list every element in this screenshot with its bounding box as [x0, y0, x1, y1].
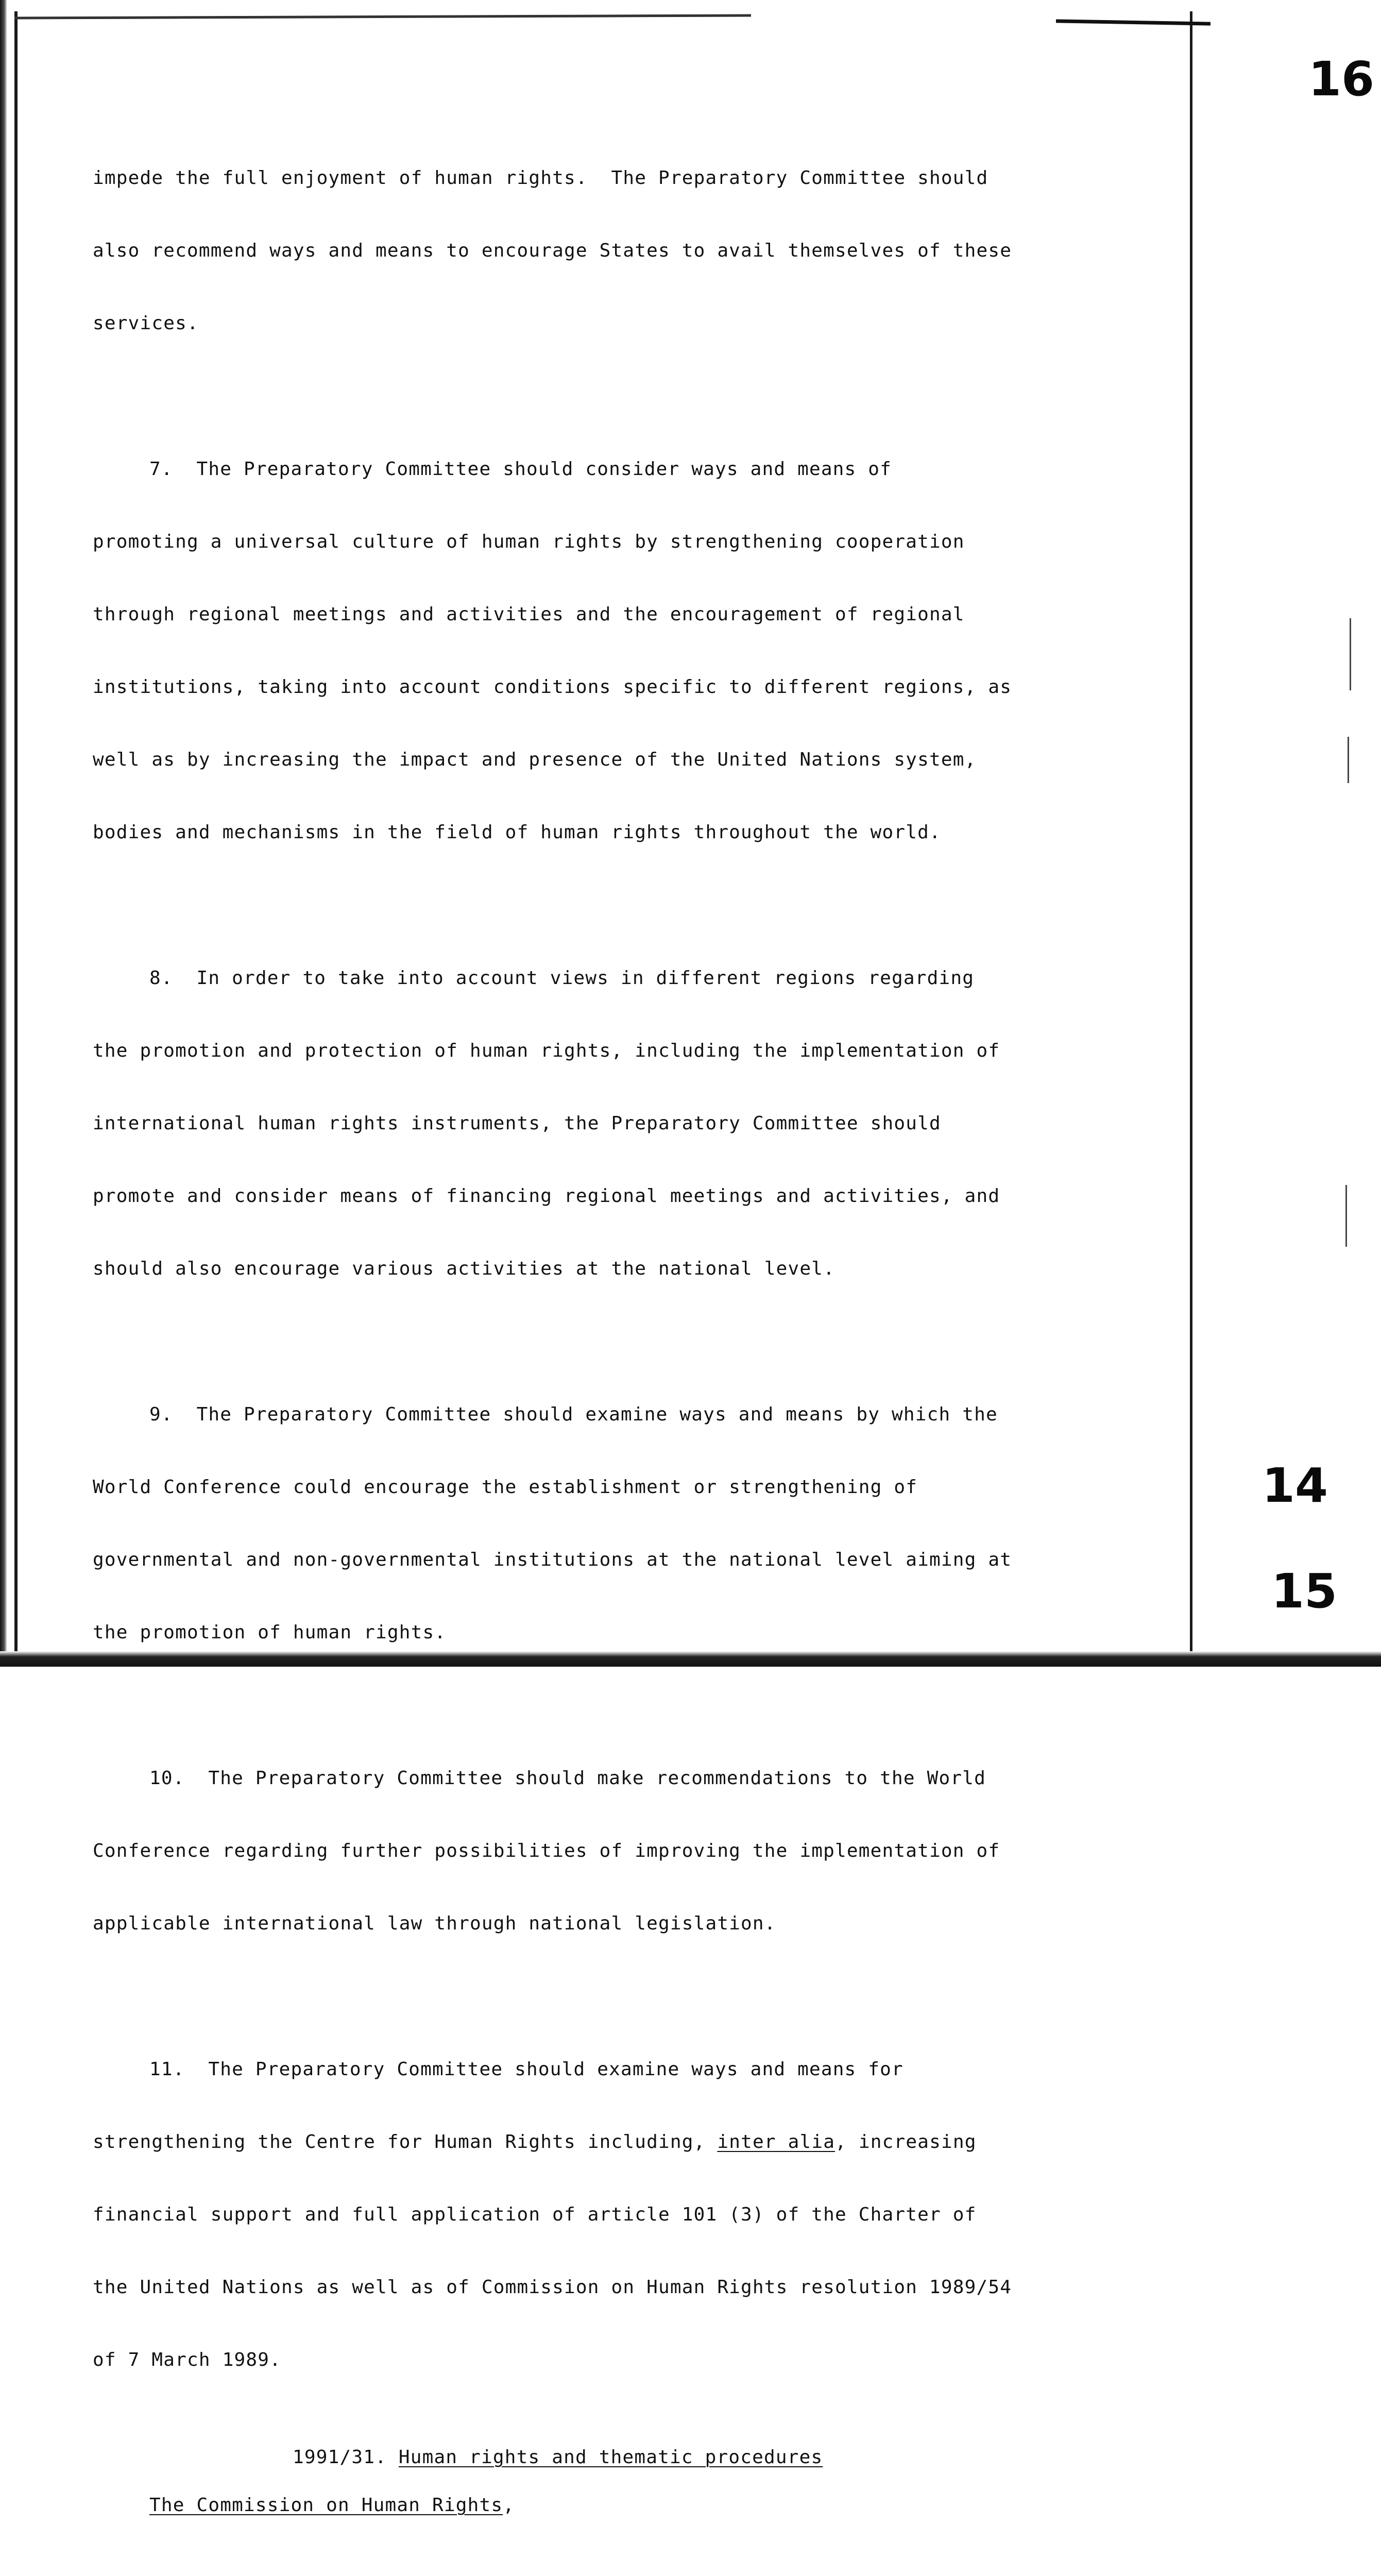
- text-line: promoting a universal culture of human rights by strengthening cooperation: [93, 531, 965, 552]
- edge-artifact: [1348, 737, 1349, 783]
- text-line: institutions, taking into account conditions specific to different regions, as: [93, 676, 1012, 698]
- text-line: should also encourage various activities at the national level.: [93, 1258, 836, 1279]
- resolution-heading: [293, 2445, 1123, 2469]
- text-line: international human rights instruments, the Preparatory Committee should: [93, 1113, 941, 1134]
- page-number-top: 16: [1308, 52, 1375, 107]
- text-line: World Conference could encourage the establishment or strengthening of: [93, 1477, 918, 1498]
- text-line: well as by increasing the impact and presence of the United Nations system,: [93, 749, 977, 770]
- paragraph-number: 11.: [149, 2059, 185, 2080]
- text-line: the United Nations as well as of Commission on Human Rights resolution 1989/54: [93, 2277, 1012, 2298]
- text-line: [93, 2057, 1123, 2081]
- text-line: the promotion of human rights.: [93, 1622, 447, 1643]
- edge-artifact: [1350, 618, 1351, 690]
- text-line: [93, 1766, 1123, 1790]
- paragraph-number: 9.: [149, 1404, 173, 1425]
- text-line: impede the full enjoyment of human rights. The Preparatory Committee should: [93, 167, 988, 189]
- text-line: [93, 457, 1123, 481]
- text-line: [93, 1402, 1123, 1427]
- paragraph-7: [93, 409, 1123, 893]
- text-line: of 7 March 1989.: [93, 2349, 281, 2370]
- text-segment: The Preparatory Committee should examine ways and means for: [208, 2059, 903, 2080]
- scan-edge-left: [0, 0, 7, 1667]
- paragraph-11: [93, 2009, 1123, 2420]
- text-line: [93, 2130, 1123, 2154]
- punctuation: ,: [503, 2495, 515, 2516]
- text-line: applicable international law through national legislation.: [93, 1913, 776, 1934]
- preamble-considering: [93, 2544, 1123, 2576]
- resolution-body: [149, 2493, 1123, 2517]
- paragraph-number: 10.: [149, 1768, 185, 1789]
- text-line: governmental and non-governmental institutions at the national level aiming at: [93, 1549, 1012, 1570]
- text-line: [93, 966, 1123, 990]
- text-segment: strengthening the Centre for Human Rights including,: [93, 2131, 718, 2153]
- issuing-body: The Commission on Human Rights: [149, 2495, 503, 2516]
- paragraph-9: [93, 1354, 1123, 1693]
- text-segment: The Preparatory Committee should make recommendations to the World: [208, 1768, 986, 1789]
- paragraph-number: 7.: [149, 459, 173, 480]
- text-line: financial support and full application of article 101 (3) of the Charter of: [93, 2204, 977, 2225]
- text-segment: The Preparatory Committee should examine ways and means by which the: [196, 1404, 998, 1425]
- resolution-number: 1991/31.: [293, 2447, 387, 2468]
- paragraph-10: [93, 1718, 1123, 1984]
- document-body: [93, 117, 1123, 2576]
- text-segment: , increasing: [835, 2131, 977, 2153]
- paragraph-continuation: [93, 117, 1123, 384]
- text-segment: The Preparatory Committee should consider ways and means of: [196, 459, 892, 480]
- resolution-title: Human rights and thematic procedures: [398, 2447, 823, 2468]
- text-line: services.: [93, 313, 199, 334]
- text-line: the promotion and protection of human rights, including the implementation of: [93, 1040, 1000, 1061]
- page-number-bottom-upper: 14: [1262, 1458, 1328, 1513]
- text-line: through regional meetings and activities and the encouragement of regional: [93, 604, 965, 625]
- text-line: promote and consider means of financing regional meetings and activities, and: [93, 1185, 1000, 1207]
- text-segment: In order to take into account views in different regions regarding: [196, 968, 975, 989]
- edge-artifact: [1345, 1185, 1347, 1247]
- text-line: Conference regarding further possibilities of improving the implementation of: [93, 1840, 1000, 1861]
- page-number-bottom-lower: 15: [1271, 1564, 1338, 1619]
- text-line: bodies and mechanisms in the field of human rights throughout the world.: [93, 822, 941, 843]
- text-line: also recommend ways and means to encourage States to avail themselves of these: [93, 240, 1012, 261]
- paragraph-8: [93, 918, 1123, 1329]
- paragraph-number: 8.: [149, 968, 173, 989]
- latin-phrase: inter alia: [717, 2131, 836, 2153]
